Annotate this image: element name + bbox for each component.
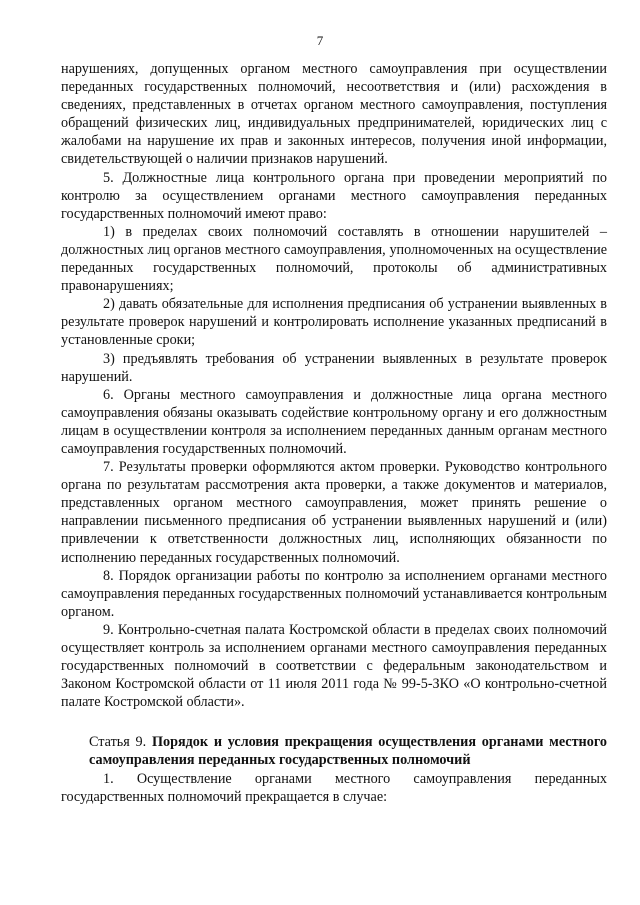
paragraph-subitem-3: 3) предъявлять требования об устранении выявленных в результате проверок нарушений. [61,350,607,385]
page-number: 7 [316,33,324,48]
paragraph-item-9: 9. Контрольно-счетная палата Костромской области в пределах своих полномочий осуществляет контроль за исполнением органами местного самоуправления переданных государственных полномочий в соответствии с федеральным законодательством и Законом Костромской области от 11 июля 2011 года № 99-5-ЗКО «О контрольно-счетной палате Костромской области». [61,621,607,711]
paragraph-item-5: 5. Должностные лица контрольного органа при проведении мероприятий по контролю за осуществлением органами местного самоуправления переданных государственных полномочий имеют право: [61,169,607,222]
paragraph-item-6: 6. Органы местного самоуправления и должностные лица органа местного самоуправления обязаны оказывать содействие контрольному органу и его должностным лицам в осуществлении контроля за исполнением переданных данным органам местного самоуправления государственных полномочий. [61,386,607,457]
paragraph-continuation: нарушениях, допущенных органом местного самоуправления при осуществлении переданных государственных полномочий, несоответствия и (или) расхождения в сведениях, представленных в отчетах органом местного самоуправления, поступления обращений физических лиц, индивидуальных предпринимателей, юридических лиц с жалобами на нарушение их прав и законных интересов, получения иной информации, свидетельствующей о наличии признаков нарушений. [61,61,607,168]
article-label: Статья 9. [89,734,152,751]
article-title: Порядок и условия прекращения осуществления органами местного самоуправления переданных государственных полномочий [89,734,608,769]
paragraph-article-9-item-1: 1. Осуществление органами местного самоуправления переданных государственных полномочий прекращается в случае: [61,770,607,805]
paragraph-subitem-2: 2) давать обязательные для исполнения предписания об устранении выявленных в результате проверок нарушений и контролировать исполнение указанных предписаний в установленные сроки; [61,296,607,349]
paragraph-item-7: 7. Результаты проверки оформляются актом проверки. Руководство контрольного органа по результатам рассмотрения акта проверки, а также документов и материалов, представленных органом местного самоуправления, может принять решение о направлении письменного предписания об устранении выявленных нарушений и (или) привлечении к ответственности должностных лиц, исполняющих обязанности по исполнению переданных государственных полномочий. [61,459,607,566]
document-body [61,60,607,806]
paragraph-item-8: 8. Порядок организации работы по контролю за исполнением органами местного самоуправления переданных государственных полномочий устанавливается контрольным органом. [61,567,607,620]
paragraph-subitem-1: 1) в пределах своих полномочий составлять в отношении нарушителей – должностных лиц органов местного самоуправления, уполномоченных на осуществление переданных государственных полномочий, протоколы об административных правонарушениях; [61,223,607,295]
article-heading [61,733,607,769]
